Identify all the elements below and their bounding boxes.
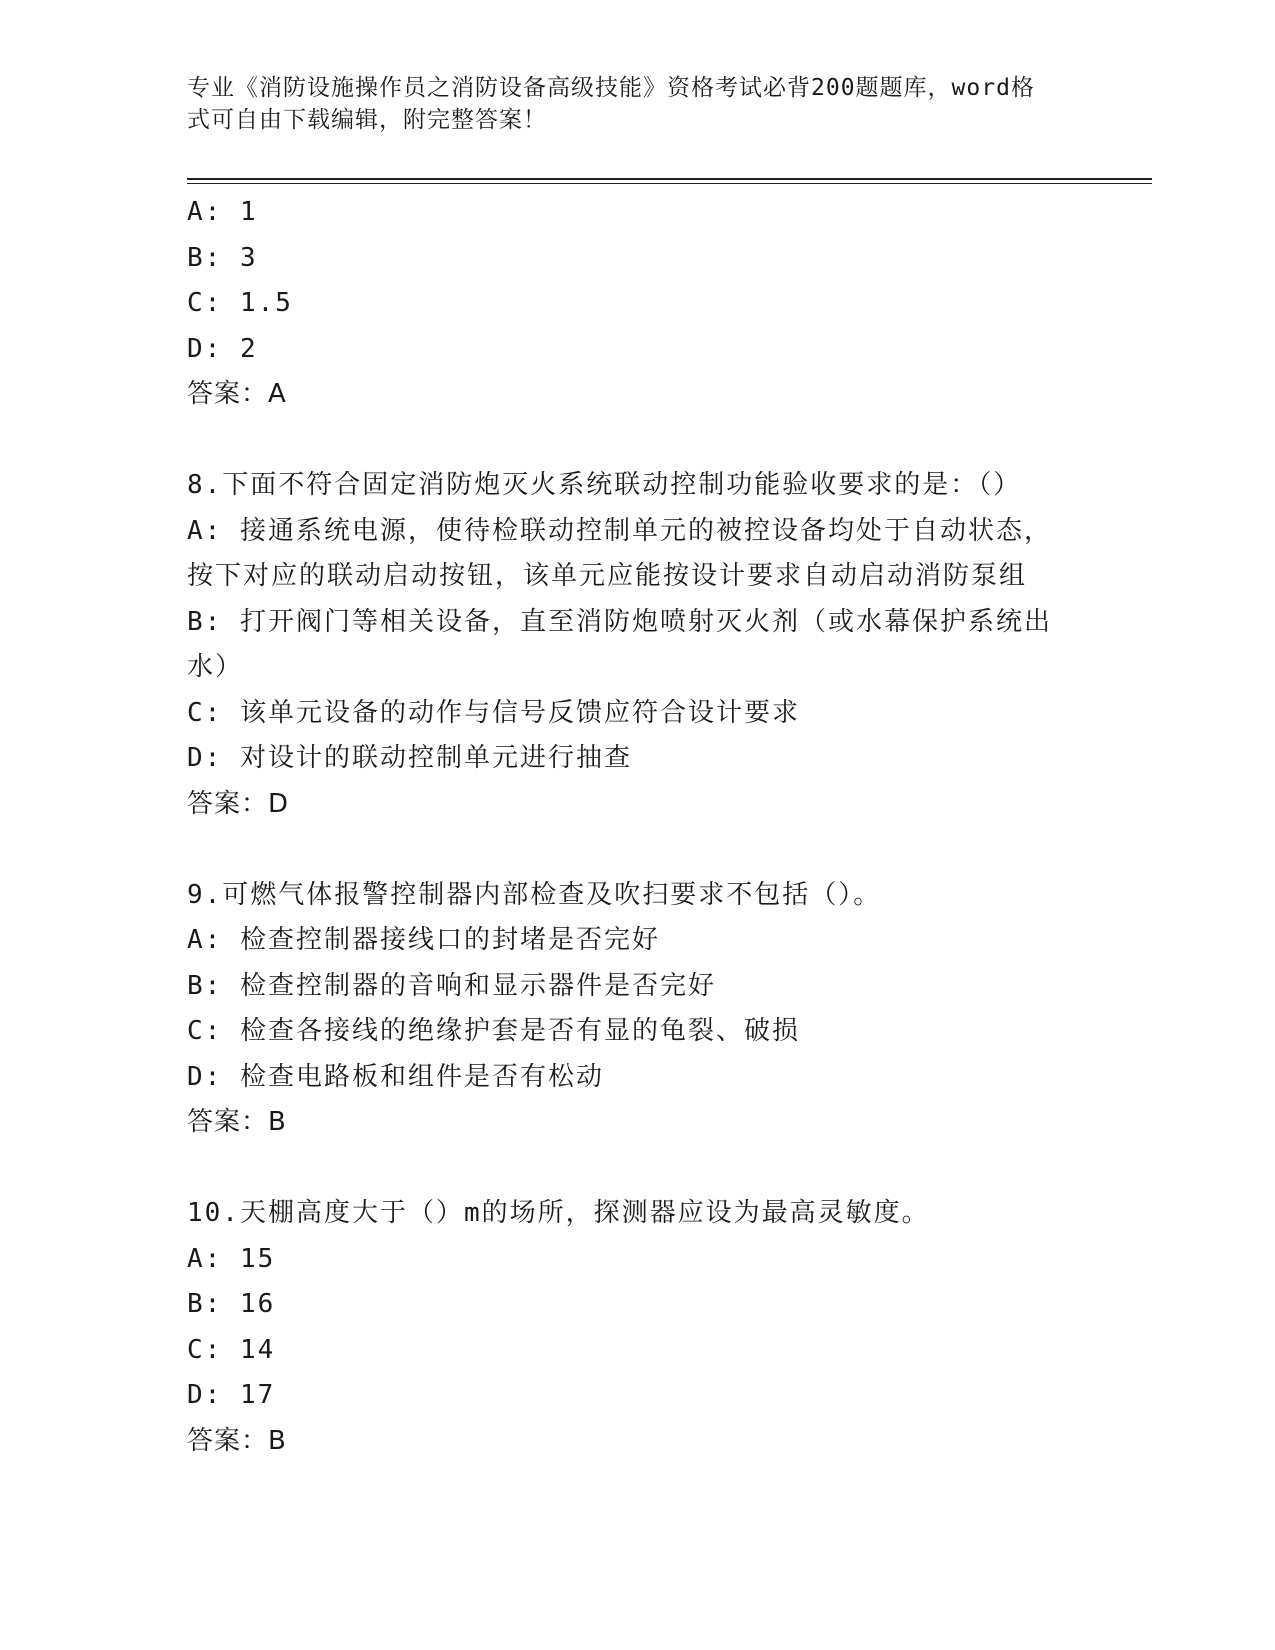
answer: 答案：B (187, 1107, 287, 1137)
header-line-1: 专业《消防设施操作员之消防设备高级技能》资格考试必背200题题库，word格 (187, 75, 1035, 101)
option-a-line-2: 按下对应的联动启动按钮，该单元应能按设计要求自动启动消防泵组 (187, 561, 1028, 591)
header-rule-thick (187, 178, 1152, 180)
question-text: 9.可燃气体报警控制器内部检查及吹扫要求不包括（）。 (187, 879, 882, 910)
header-line-2: 式可自由下载编辑，附完整答案！ (187, 107, 547, 133)
question-text: 8.下面不符合固定消防炮灭火系统联动控制功能验收要求的是：（） (187, 470, 1022, 500)
spacer (187, 418, 1087, 464)
option-a: A: 15 (187, 1243, 276, 1274)
question-9 (187, 873, 1087, 1146)
option-d: D: 对设计的联动控制单元进行抽查 (187, 743, 632, 773)
option-c: C: 1.5 (187, 288, 293, 318)
option-b-line-1: B: 打开阀门等相关设备，直至消防炮喷射灭火剂（或水幕保护系统出 (187, 606, 1052, 637)
question-text: 10.天棚高度大于（）m的场所，探测器应设为最高灵敏度。 (187, 1198, 930, 1228)
spacer (187, 1146, 1087, 1192)
option-d: D: 2 (187, 333, 258, 364)
spacer (187, 827, 1087, 873)
question-10 (187, 1191, 1087, 1464)
answer: 答案：D (187, 788, 290, 819)
header-rule-thin (187, 183, 1152, 184)
option-b-line-2: 水） (187, 652, 244, 682)
option-b: B: 3 (187, 242, 258, 273)
option-a: A: 检查控制器接线口的封堵是否完好 (187, 925, 660, 955)
option-c: C: 14 (187, 1334, 276, 1365)
answer: 答案：A (187, 379, 287, 409)
option-d: D: 17 (187, 1380, 276, 1410)
answer: 答案：B (187, 1425, 287, 1456)
option-b: B: 16 (187, 1289, 276, 1319)
option-b: B: 检查控制器的音响和显示器件是否完好 (187, 970, 716, 1001)
option-a: A: 1 (187, 197, 258, 227)
question-list (187, 190, 1087, 1464)
option-c: C: 检查各接线的绝缘护套是否有显的龟裂、破损 (187, 1016, 800, 1046)
question-7 (187, 190, 1087, 418)
option-d: D: 检查电路板和组件是否有松动 (187, 1061, 604, 1092)
document-header (187, 72, 1067, 136)
question-8 (187, 463, 1087, 827)
option-a-line-1: A: 接通系统电源，使待检联动控制单元的被控设备均处于自动状态， (187, 515, 1052, 546)
option-c: C: 该单元设备的动作与信号反馈应符合设计要求 (187, 697, 800, 728)
